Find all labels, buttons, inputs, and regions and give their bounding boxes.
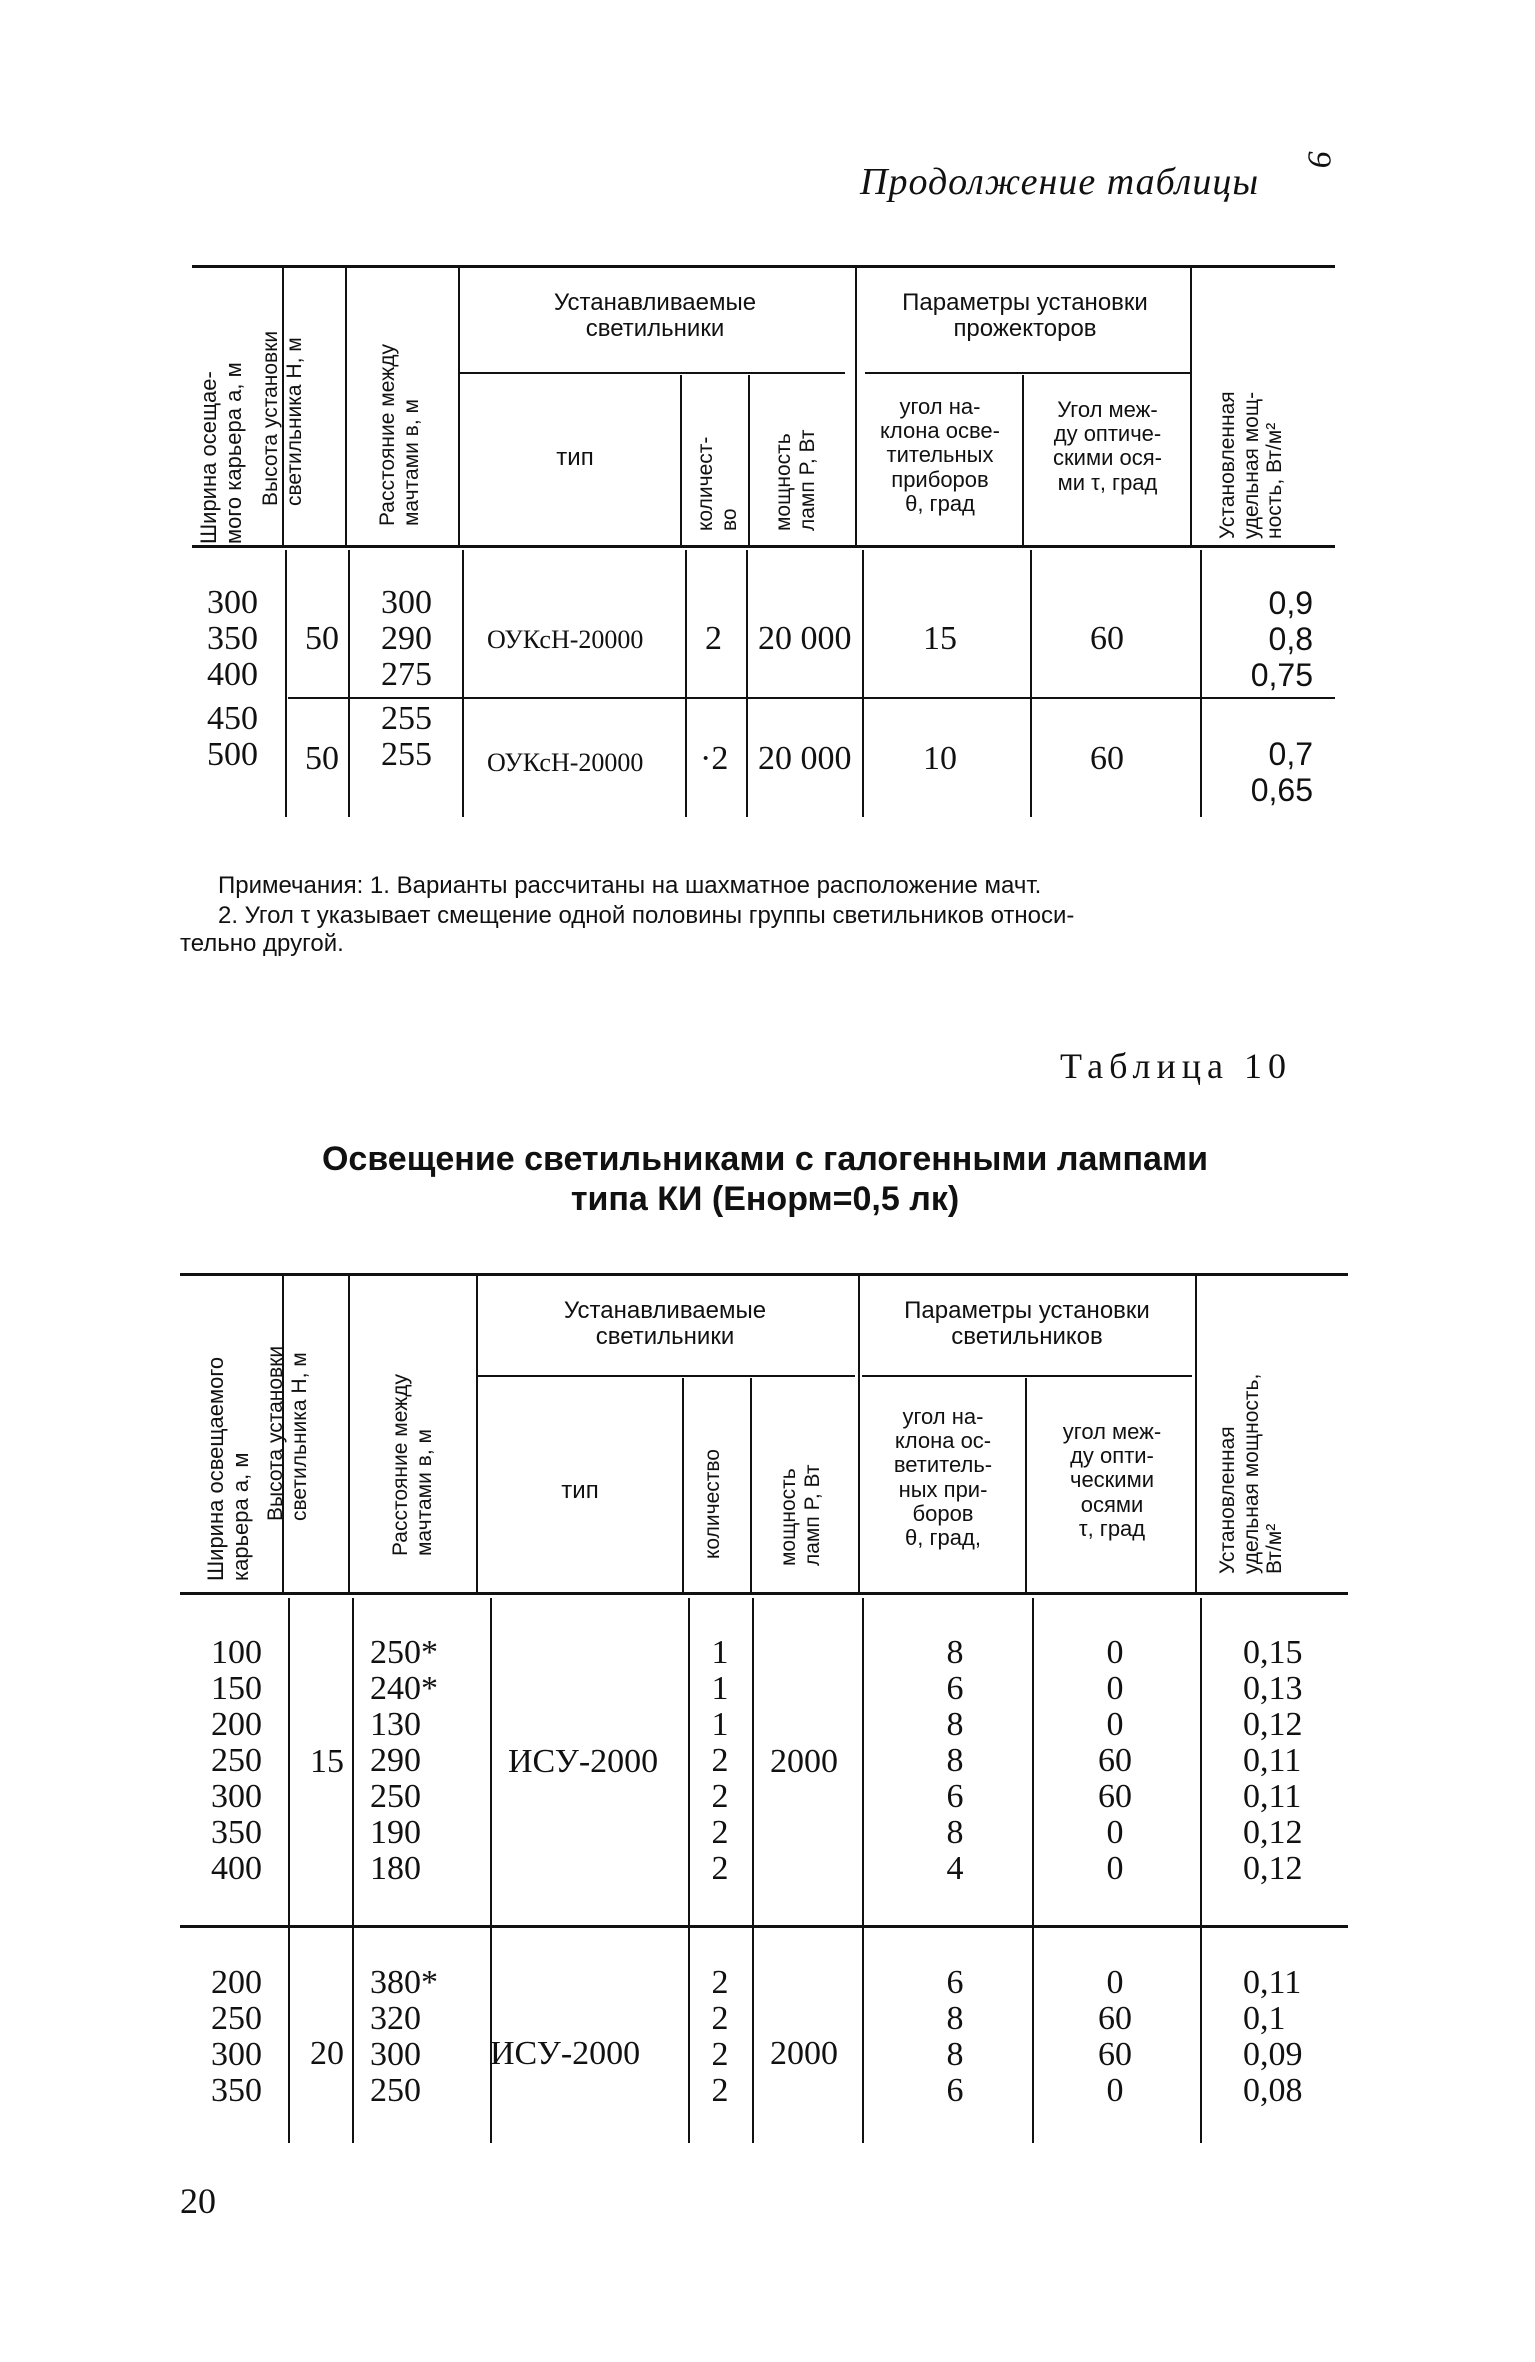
t10-header-tilt: угол на- клона ос- ветитель- ных при- боров θ, град, bbox=[893, 1404, 993, 1550]
t10-vh3 bbox=[476, 1276, 478, 1592]
t10-vh4 bbox=[682, 1378, 684, 1592]
t10-header-distance: Расстояние между мачтами в, м bbox=[389, 1374, 436, 1556]
table9-row-rule bbox=[288, 697, 1335, 699]
t9-vb7 bbox=[1030, 550, 1032, 817]
t9-g1-axis: 60 bbox=[1090, 620, 1124, 657]
t10-vh2 bbox=[348, 1276, 350, 1592]
continuation-label: Продолжение таблицы bbox=[860, 161, 1260, 203]
t10-g1-specific: 0,15 0,13 0,12 0,11 0,11 0,12 0,12 bbox=[1243, 1634, 1303, 1887]
t10-g2-quantities: 2 2 2 2 bbox=[711, 1964, 729, 2109]
t9-header-height: Высота установки светильника H, м bbox=[259, 330, 306, 506]
t10-vb6 bbox=[862, 1598, 864, 2143]
table10-header-rule bbox=[180, 1592, 1348, 1595]
table9-header-rule bbox=[192, 545, 1335, 548]
t10-vb2 bbox=[352, 1598, 354, 2143]
table10-title-line2: типа КИ (Eнорм=0,5 лк) bbox=[570, 1180, 960, 1218]
t9-vb6 bbox=[862, 550, 864, 817]
t10-vb8 bbox=[1200, 1598, 1202, 2143]
t10-g2-widths: 200 250 300 350 bbox=[211, 1964, 262, 2109]
t10-g1-distances: 250* 240* 130 290 250 190 180 bbox=[370, 1634, 438, 1887]
t10-g1-quantities: 1 1 1 2 2 2 2 bbox=[711, 1634, 729, 1887]
t9-g1-tilt: 15 bbox=[923, 620, 957, 657]
t9-vh2 bbox=[345, 268, 347, 545]
t10-g2-type: ИСУ-2000 bbox=[490, 2035, 641, 2072]
corner-page-number: 9 bbox=[1300, 150, 1338, 168]
t10-g1-axes: 0 0 0 60 60 0 0 bbox=[1098, 1634, 1132, 1887]
t10-header-luminaires: Устанавливаемые светильники bbox=[563, 1297, 767, 1351]
t10-vb5 bbox=[752, 1598, 754, 2143]
t9-note-line2: 2. Угол τ указывает смещение одной половины группы светильников относи- bbox=[218, 902, 1075, 929]
t9-g2-specific: 0,7 0,65 bbox=[1250, 736, 1313, 808]
t9-g2-power: 20 000 bbox=[758, 740, 852, 777]
t10-g1-height: 15 bbox=[310, 1743, 344, 1780]
t10-header-width: Ширина освещаемого карьера a, м bbox=[203, 1356, 253, 1581]
t10-header-quantity: количество bbox=[701, 1449, 724, 1559]
t9-vb8 bbox=[1200, 550, 1202, 817]
t9-header-quantity: количест- во bbox=[694, 436, 741, 531]
t9-g2-quantity: ·2 bbox=[700, 740, 729, 777]
table9-top-rule bbox=[192, 265, 1335, 268]
t10-g1-tilts: 8 6 8 8 6 8 4 bbox=[946, 1634, 964, 1887]
t10-g2-tilts: 6 8 8 6 bbox=[946, 1964, 964, 2109]
table9-group-rule bbox=[460, 372, 845, 374]
t10-g2-power: 2000 bbox=[770, 2035, 838, 2072]
t10-header-specific: Установленная удельная мощность, Вт/м² bbox=[1216, 1373, 1287, 1574]
t9-header-power: мощность ламп P, Вт bbox=[772, 429, 819, 531]
table10-top-rule bbox=[180, 1273, 1348, 1276]
t10-g2-height: 20 bbox=[310, 2035, 344, 2072]
t9-g2-distances: 255 255 bbox=[381, 700, 432, 773]
t9-header-type: тип bbox=[556, 444, 594, 471]
t9-vb2 bbox=[348, 550, 350, 817]
t9-g2-type: ОУКсН-20000 bbox=[487, 748, 644, 777]
t9-g1-specific: 0,9 0,8 0,75 bbox=[1250, 585, 1313, 693]
t10-g2-specific: 0,11 0,1 0,09 0,08 bbox=[1243, 1964, 1303, 2109]
t10-header-height: Высота установки светильника H, м bbox=[264, 1345, 311, 1521]
t9-g1-distances: 300 290 275 bbox=[381, 584, 432, 693]
t9-g1-quantity: 2 bbox=[705, 620, 722, 657]
t9-header-params: Параметры установки прожекторов bbox=[902, 289, 1148, 343]
t9-header-distance: Расстояние между мачтами в, м bbox=[376, 344, 423, 526]
t10-vb1 bbox=[288, 1598, 290, 2143]
t9-header-axis: Угол меж- ду оптиче- скими ося- ми τ, град bbox=[1053, 397, 1162, 495]
t9-g2-axis: 60 bbox=[1090, 740, 1124, 777]
t10-vb4 bbox=[688, 1598, 690, 2143]
table10-label: Таблица 10 bbox=[1060, 1046, 1292, 1086]
t9-g1-type: ОУКсН-20000 bbox=[487, 625, 644, 654]
t9-header-specific: Установленная удельная мощ- ность, Вт/м² bbox=[1216, 391, 1287, 539]
t9-header-width: Ширина осещае- мого карьера a, м bbox=[196, 362, 246, 544]
t9-g2-height: 50 bbox=[305, 740, 339, 777]
t9-note-line3: тельно другой. bbox=[180, 930, 344, 957]
table10-row-rule bbox=[180, 1925, 1348, 1928]
t9-vb1 bbox=[285, 550, 287, 817]
t10-g1-type: ИСУ-2000 bbox=[508, 1743, 659, 1780]
t9-g2-widths: 450 500 bbox=[207, 700, 258, 773]
table10-params-rule bbox=[862, 1375, 1192, 1377]
t10-g2-distances: 380* 320 300 250 bbox=[370, 1964, 438, 2109]
table9-params-rule bbox=[865, 372, 1190, 374]
t9-vh4 bbox=[680, 375, 682, 545]
t10-vh5 bbox=[750, 1378, 752, 1592]
t10-header-axis: угол меж- ду опти- ческими осями τ, град bbox=[1062, 1419, 1162, 1541]
t9-header-tilt: угол на- клона осве- тительных приборов θ, град bbox=[880, 394, 1000, 516]
t9-g1-power: 20 000 bbox=[758, 620, 852, 657]
t10-header-type: тип bbox=[561, 1477, 599, 1504]
t9-g1-height: 50 bbox=[305, 620, 339, 657]
t9-header-luminaires: Устанавливаемые светильники bbox=[553, 289, 757, 343]
table10-group-rule bbox=[478, 1375, 855, 1377]
t9-vb4 bbox=[685, 550, 687, 817]
t9-vh5 bbox=[748, 375, 750, 545]
t9-note-line1: Примечания: 1. Варианты рассчитаны на шахматное расположение мачт. bbox=[218, 872, 1042, 899]
page-number: 20 bbox=[180, 2181, 216, 2221]
t10-vb7 bbox=[1032, 1598, 1034, 2143]
t9-vh3 bbox=[458, 268, 460, 545]
t9-vh8 bbox=[1190, 268, 1192, 545]
t10-g1-power: 2000 bbox=[770, 1743, 838, 1780]
table10-title-line1: Освещение светильниками с галогенными лампами bbox=[321, 1140, 1209, 1178]
t9-g2-tilt: 10 bbox=[923, 740, 957, 777]
t9-g1-widths: 300 350 400 bbox=[207, 584, 258, 693]
t10-header-params: Параметры установки светильников bbox=[904, 1297, 1150, 1351]
t10-header-power: мощность ламп P, Вт bbox=[777, 1464, 824, 1566]
t9-vb5 bbox=[746, 550, 748, 817]
t9-vb3 bbox=[462, 550, 464, 817]
t10-g1-widths: 100 150 200 250 300 350 400 bbox=[211, 1634, 262, 1887]
t10-g2-axes: 0 60 60 0 bbox=[1098, 1964, 1132, 2109]
